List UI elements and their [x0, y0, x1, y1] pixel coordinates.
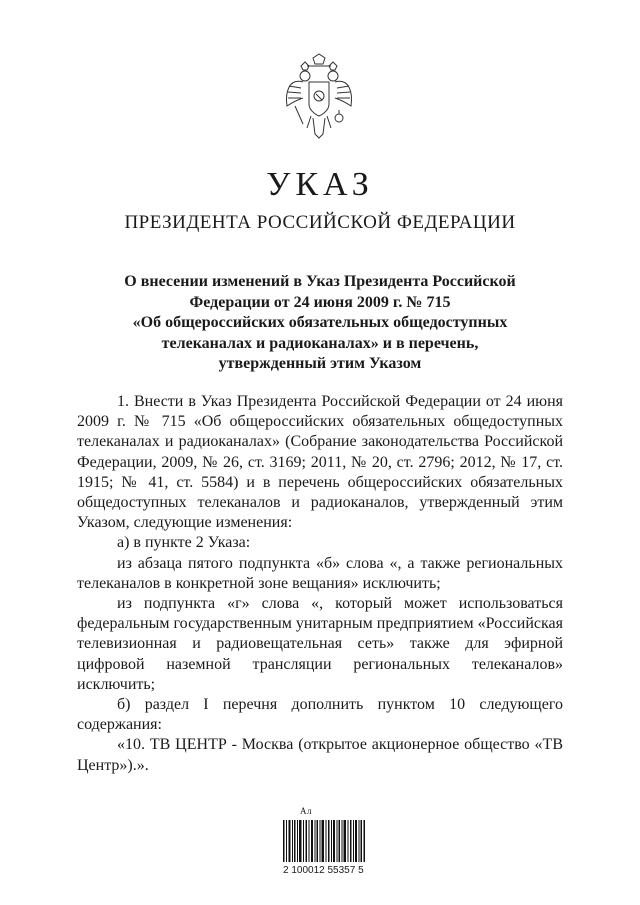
- paragraph-1: 1. Внести в Указ Президента Российской Федерации от 24 июня 2009 г. № 715 «Об общероссийских обязательных общедоступных телеканалах и радиоканалах» (Собрание законодательства Российской Федерации, 2009, № 26, ст. 3169; 2011, № 20, ст. 2796; 2012, № 17, ст. 1915; № 41, ст. 5584) и в перечень общероссийских обязательных общедоступных телеканалов и радиоканалов, утвержденный этим Указом, следующие изменения:: [77, 393, 563, 532]
- paragraph-subitem-g: из подпункта «г» слова «, который может использоваться федеральным государственным унитарным предприятием «Российская телевизионная и радиовещательная сеть» также для эфирной цифровой наземной трансляции региональных телеканалов» исключить;: [77, 595, 563, 693]
- decree-title: УКАЗ: [266, 166, 374, 203]
- document-heading: [95, 272, 545, 375]
- double-headed-eagle-emblem-icon: [281, 52, 357, 144]
- paragraph-item-10: «10. ТВ ЦЕНТР - Москва (открытое акционерное общество «ТВ Центр»).».: [77, 736, 563, 774]
- paragraph-item-b: б) раздел I перечня дополнить пунктом 10 следующего содержания:: [77, 696, 563, 734]
- heading-line: утвержденный этим Указом: [218, 355, 422, 372]
- initials-mark: Ал: [300, 806, 312, 816]
- heading-line: О внесении изменений в Указ Президента Российской: [124, 273, 516, 290]
- barcode-icon: [283, 820, 365, 862]
- decree-subtitle: ПРЕЗИДЕНТА РОССИЙСКОЙ ФЕДЕРАЦИИ: [124, 212, 516, 233]
- document-body: [77, 392, 563, 776]
- heading-line: «Об общероссийских обязательных общедоступных: [132, 314, 508, 331]
- barcode-number: 2 100012 55357 5: [283, 865, 364, 876]
- paragraph-subitem-b: из абзаца пятого подпункта «б» слова «, а также региональных телеканалов в конкретной зоне вещания» исключить;: [77, 554, 563, 592]
- heading-line: телеканалах и радиоканалах» и в перечень,: [161, 334, 479, 352]
- paragraph-item-a: а) в пункте 2 Указа:: [117, 534, 251, 552]
- heading-line: Федерации от 24 июня 2009 г. № 715: [189, 293, 451, 311]
